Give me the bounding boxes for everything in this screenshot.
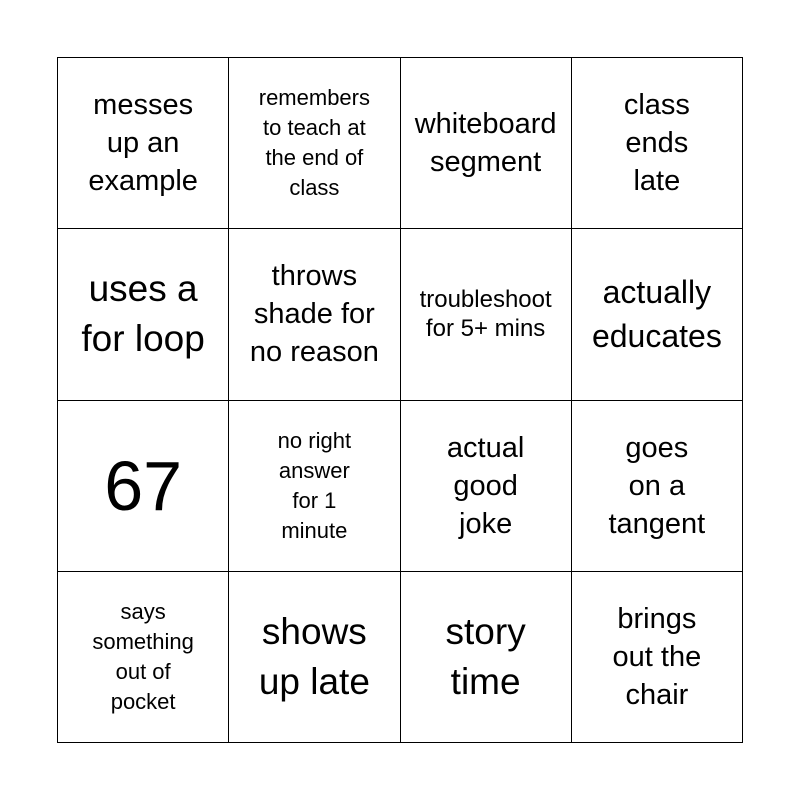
cell-text: 67 — [104, 446, 183, 525]
bingo-cell[interactable] — [229, 401, 400, 572]
bingo-cell[interactable] — [229, 229, 400, 400]
cell-text: remembers to teach at the end of class — [258, 85, 370, 201]
cell-text: goes on a tangent — [608, 431, 706, 540]
bingo-cell[interactable] — [401, 229, 572, 400]
cell-text: uses a for loop — [81, 268, 205, 360]
cell-text: whiteboard segment — [414, 108, 557, 179]
cell-text: class ends late — [623, 89, 690, 198]
bingo-cell[interactable] — [572, 401, 743, 572]
cell-text: story time — [445, 610, 526, 702]
bingo-cell[interactable] — [58, 229, 229, 400]
cell-text: actual good joke — [446, 431, 525, 540]
cell-text: throws shade for no reason — [249, 260, 379, 369]
cell-text: actually educates — [591, 274, 722, 355]
cell-text: no right answer for 1 minute — [277, 427, 352, 543]
cell-text: shows up late — [258, 610, 370, 702]
bingo-cell[interactable] — [58, 58, 229, 229]
bingo-board — [57, 57, 743, 743]
cell-text: says something out of pocket — [92, 598, 194, 714]
cell-text: messes up an example — [88, 89, 198, 198]
bingo-cell[interactable] — [229, 572, 400, 743]
bingo-cell[interactable] — [229, 58, 400, 229]
bingo-cell[interactable] — [401, 572, 572, 743]
bingo-cell[interactable] — [401, 401, 572, 572]
bingo-cell[interactable] — [58, 572, 229, 743]
bingo-cell[interactable] — [572, 229, 743, 400]
bingo-cell[interactable] — [58, 401, 229, 572]
cell-text: brings out the chair — [612, 602, 702, 711]
bingo-cell[interactable] — [572, 572, 743, 743]
cell-text: troubleshoot for 5+ mins — [419, 286, 552, 343]
bingo-cell[interactable] — [572, 58, 743, 229]
bingo-cell[interactable] — [401, 58, 572, 229]
